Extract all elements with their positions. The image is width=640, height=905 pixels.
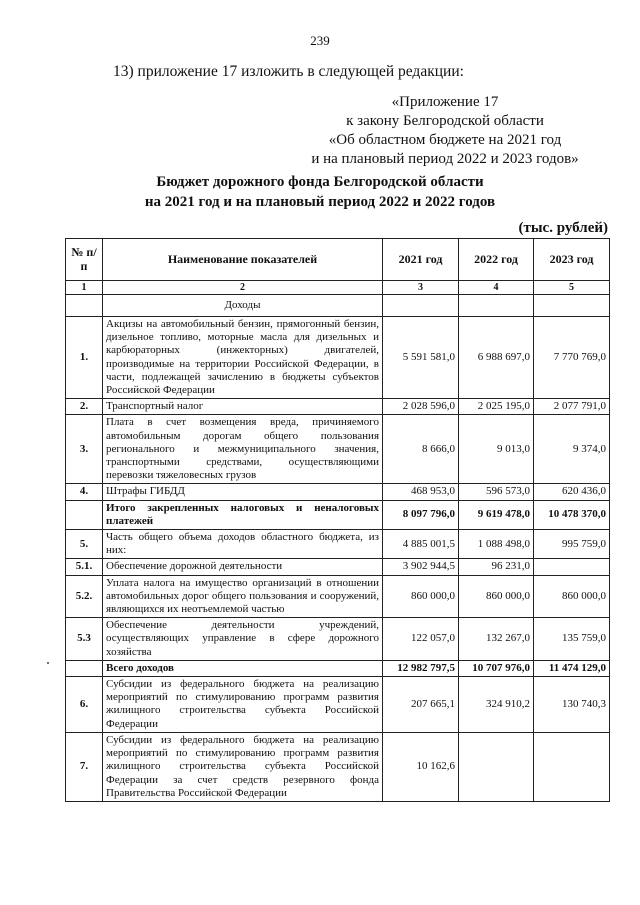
value-2023: 135 759,0 bbox=[534, 618, 610, 661]
appendix-line: «Приложение 17 bbox=[391, 94, 499, 110]
row-number: 3. bbox=[66, 415, 103, 484]
value-2023: 9 374,0 bbox=[534, 415, 610, 484]
intro-text: 13) приложение 17 изложить в следующей редакции: bbox=[113, 63, 464, 80]
table-row bbox=[66, 732, 610, 801]
value-2022: 10 707 976,0 bbox=[459, 660, 534, 676]
value-2022: 596 573,0 bbox=[459, 484, 534, 500]
appendix-header bbox=[300, 93, 590, 169]
index-cell: 2 bbox=[103, 281, 383, 295]
value-2021: 8 097 796,0 bbox=[383, 500, 459, 529]
index-cell: 5 bbox=[534, 281, 610, 295]
row-name: Итого закрепленных налоговых и неналоговых платежей bbox=[103, 500, 383, 529]
table-row bbox=[66, 484, 610, 500]
document-title bbox=[0, 172, 640, 212]
value-2023 bbox=[534, 732, 610, 801]
row-name: Акцизы на автомобильный бензин, прямогонный бензин, дизельное топливо, моторные масла для дизельных и карбюраторных (инжекторных) двигателей, производимые на территории Российской Федерации, в части, подлежащей зачислению в бюджеты субъектов Российской Федерации bbox=[103, 317, 383, 399]
header-2021: 2021 год bbox=[383, 239, 459, 281]
value-2023: 130 740,3 bbox=[534, 677, 610, 733]
value-2023: 11 474 129,0 bbox=[534, 660, 610, 676]
row-number: 4. bbox=[66, 484, 103, 500]
value-2022: 6 988 697,0 bbox=[459, 317, 534, 399]
row-number bbox=[66, 500, 103, 529]
value-2021: 12 982 797,5 bbox=[383, 660, 459, 676]
value-2021: 4 885 001,5 bbox=[383, 530, 459, 559]
value-2023: 7 770 769,0 bbox=[534, 317, 610, 399]
value-2022: 132 267,0 bbox=[459, 618, 534, 661]
row-name: Субсидии из федерального бюджета на реализацию мероприятий по стимулированию программ развития жилищного строительства субъекта Российской Федерации за счет средств резервного фонда Правительства Российской Федерации bbox=[103, 732, 383, 801]
index-cell: 3 bbox=[383, 281, 459, 295]
row-name: Уплата налога на имущество организаций в отношении автомобильных дорог общего пользования и сооружений, являющихся их неотъемлемой частью bbox=[103, 575, 383, 618]
value-2021: 5 591 581,0 bbox=[383, 317, 459, 399]
value-2022 bbox=[459, 732, 534, 801]
title-line: Бюджет дорожного фонда Белгородской области bbox=[156, 174, 484, 190]
value-2023: 860 000,0 bbox=[534, 575, 610, 618]
value-2022: 324 910,2 bbox=[459, 677, 534, 733]
value-2022: 9 013,0 bbox=[459, 415, 534, 484]
value-2021: 860 000,0 bbox=[383, 575, 459, 618]
value-2023: 10 478 370,0 bbox=[534, 500, 610, 529]
row-name: Субсидии из федерального бюджета на реализацию мероприятий по стимулированию программ развития жилищного строительства субъекта Российской Федерации bbox=[103, 677, 383, 733]
row-number: 5.3 bbox=[66, 618, 103, 661]
row-number: 7. bbox=[66, 732, 103, 801]
table-row bbox=[66, 415, 610, 484]
value-2021: 3 902 944,5 bbox=[383, 559, 459, 575]
value-2022: 1 088 498,0 bbox=[459, 530, 534, 559]
value-2023: 995 759,0 bbox=[534, 530, 610, 559]
row-name: Обеспечение деятельности учреждений, осуществляющих управление в сфере дорожного хозяйства bbox=[103, 618, 383, 661]
value-2023: 620 436,0 bbox=[534, 484, 610, 500]
value-2023: 2 077 791,0 bbox=[534, 399, 610, 415]
row-number: 5. bbox=[66, 530, 103, 559]
table-row bbox=[66, 618, 610, 661]
value-2023 bbox=[534, 559, 610, 575]
row-number: 5.2. bbox=[66, 575, 103, 618]
table-row bbox=[66, 660, 610, 676]
section-title: Доходы bbox=[103, 295, 383, 317]
value-2022: 9 619 478,0 bbox=[459, 500, 534, 529]
appendix-line: и на плановый период 2022 и 2023 годов» bbox=[311, 151, 579, 167]
index-cell: 4 bbox=[459, 281, 534, 295]
header-2023: 2023 год bbox=[534, 239, 610, 281]
section-row bbox=[66, 295, 610, 317]
row-name: Всего доходов bbox=[103, 660, 383, 676]
appendix-line: «Об областном бюджете на 2021 год bbox=[328, 132, 562, 148]
budget-table bbox=[65, 238, 610, 802]
value-2022: 2 025 195,0 bbox=[459, 399, 534, 415]
table-row bbox=[66, 399, 610, 415]
table-row bbox=[66, 677, 610, 733]
value-2021: 8 666,0 bbox=[383, 415, 459, 484]
value-2022: 96 231,0 bbox=[459, 559, 534, 575]
table-row bbox=[66, 530, 610, 559]
title-line: на 2021 год и на плановый период 2022 и 2022 годов bbox=[144, 194, 496, 210]
table-row bbox=[66, 559, 610, 575]
row-number: 2. bbox=[66, 399, 103, 415]
value-2021: 468 953,0 bbox=[383, 484, 459, 500]
row-number: 1. bbox=[66, 317, 103, 399]
value-2021: 2 028 596,0 bbox=[383, 399, 459, 415]
scan-speck bbox=[47, 662, 49, 664]
value-2021: 10 162,6 bbox=[383, 732, 459, 801]
appendix-line: к закону Белгородской области bbox=[346, 113, 544, 129]
unit-label: (тыс. рублей) bbox=[518, 220, 608, 236]
row-name: Обеспечение дорожной деятельности bbox=[103, 559, 383, 575]
row-name: Штрафы ГИБДД bbox=[103, 484, 383, 500]
row-name: Плата в счет возмещения вреда, причиняемого автомобильным дорогам общего пользования регионального и межмуниципального значения, транспортными средствами, осуществляющими перевозки тяжеловесных грузов bbox=[103, 415, 383, 484]
table-row bbox=[66, 575, 610, 618]
row-number: 5.1. bbox=[66, 559, 103, 575]
header-name: Наименование показателей bbox=[103, 239, 383, 281]
table-row bbox=[66, 500, 610, 529]
row-name: Транспортный налог bbox=[103, 399, 383, 415]
header-num: № п/п bbox=[66, 239, 103, 281]
value-2021: 122 057,0 bbox=[383, 618, 459, 661]
value-2022: 860 000,0 bbox=[459, 575, 534, 618]
table-row bbox=[66, 317, 610, 399]
row-name: Часть общего объема доходов областного бюджета, из них: bbox=[103, 530, 383, 559]
column-index-row bbox=[66, 281, 610, 295]
page-number: 239 bbox=[310, 33, 330, 48]
value-2021: 207 665,1 bbox=[383, 677, 459, 733]
row-number bbox=[66, 660, 103, 676]
row-number: 6. bbox=[66, 677, 103, 733]
index-cell: 1 bbox=[66, 281, 103, 295]
header-2022: 2022 год bbox=[459, 239, 534, 281]
table-header-row bbox=[66, 239, 610, 281]
